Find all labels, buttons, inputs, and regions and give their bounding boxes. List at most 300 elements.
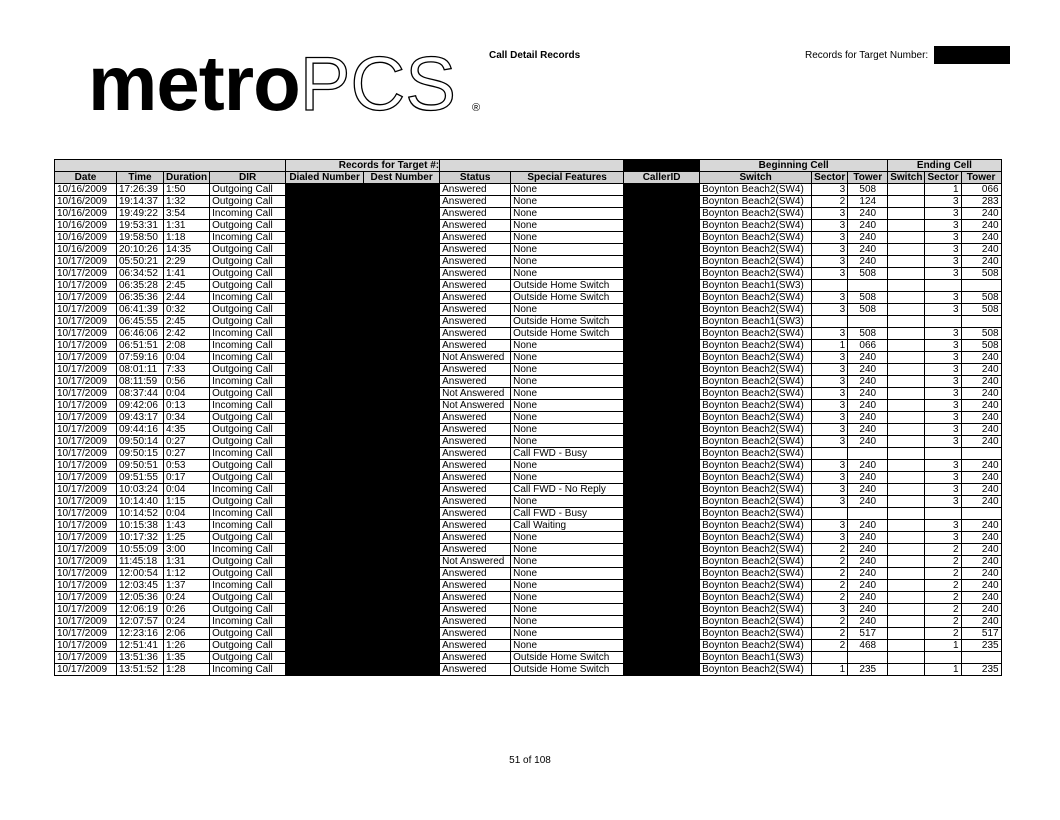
cell-begin-tower: 124 (848, 196, 888, 208)
cell-duration: 1:32 (164, 196, 210, 208)
records-for-target-header: Records for Target #: (286, 160, 440, 172)
cell-status: Answered (440, 304, 511, 316)
cell-dest-number-redacted (364, 436, 440, 448)
cell-dialed-number-redacted (286, 220, 364, 232)
cell-begin-sector: 2 (812, 628, 848, 640)
cell-dir: Outgoing Call (210, 304, 286, 316)
cell-date: 10/17/2009 (55, 652, 117, 664)
table-row (55, 184, 1002, 196)
cell-duration: 0:27 (164, 436, 210, 448)
cell-time: 06:45:55 (117, 316, 164, 328)
cell-duration: 1:43 (164, 520, 210, 532)
cell-special-features: None (511, 400, 624, 412)
cell-duration: 0:32 (164, 304, 210, 316)
cell-begin-sector: 1 (812, 664, 848, 676)
cell-begin-tower: 240 (848, 580, 888, 592)
cell-end-tower: 508 (961, 268, 1001, 280)
cell-end-tower: 240 (961, 472, 1001, 484)
cell-end-sector: 3 (925, 436, 961, 448)
cell-callerid-redacted (624, 244, 700, 256)
table-row (55, 568, 1002, 580)
cell-begin-sector (812, 508, 848, 520)
cell-callerid-redacted (624, 376, 700, 388)
cell-begin-tower: 240 (848, 232, 888, 244)
cell-end-switch (888, 496, 925, 508)
cell-dest-number-redacted (364, 280, 440, 292)
cell-begin-sector: 3 (812, 388, 848, 400)
cell-end-tower: 240 (961, 496, 1001, 508)
cell-end-switch (888, 484, 925, 496)
cell-end-switch (888, 412, 925, 424)
cell-status: Answered (440, 184, 511, 196)
cell-time: 12:05:36 (117, 592, 164, 604)
cell-special-features: Outside Home Switch (511, 280, 624, 292)
cell-end-sector (925, 280, 961, 292)
cell-time: 19:49:22 (117, 208, 164, 220)
cell-end-switch (888, 364, 925, 376)
cell-end-tower: 240 (961, 424, 1001, 436)
cell-end-tower: 508 (961, 340, 1001, 352)
col-dir: DIR (210, 172, 286, 184)
cell-duration: 0:04 (164, 352, 210, 364)
registered-mark: ® (472, 102, 481, 114)
cell-time: 09:42:06 (117, 400, 164, 412)
cell-end-switch (888, 220, 925, 232)
cell-end-tower: 240 (961, 256, 1001, 268)
table-row (55, 460, 1002, 472)
cell-begin-tower (848, 508, 888, 520)
cell-end-switch (888, 664, 925, 676)
cell-duration: 4:35 (164, 424, 210, 436)
cell-callerid-redacted (624, 556, 700, 568)
cell-end-sector: 3 (925, 400, 961, 412)
cell-dialed-number-redacted (286, 424, 364, 436)
col-begin-sector: Sector (812, 172, 848, 184)
cell-end-sector: 2 (925, 628, 961, 640)
cell-end-tower (961, 448, 1001, 460)
cell-special-features: None (511, 220, 624, 232)
col-end-sector: Sector (925, 172, 961, 184)
cell-date: 10/17/2009 (55, 328, 117, 340)
cell-time: 19:14:37 (117, 196, 164, 208)
cell-date: 10/17/2009 (55, 304, 117, 316)
cell-dest-number-redacted (364, 592, 440, 604)
cell-dest-number-redacted (364, 244, 440, 256)
cell-time: 19:58:50 (117, 232, 164, 244)
cell-dest-number-redacted (364, 316, 440, 328)
table-row (55, 244, 1002, 256)
cell-dest-number-redacted (364, 364, 440, 376)
cell-callerid-redacted (624, 496, 700, 508)
cell-duration: 0:04 (164, 508, 210, 520)
cell-time: 09:43:17 (117, 412, 164, 424)
cell-end-switch (888, 304, 925, 316)
cell-begin-sector: 2 (812, 556, 848, 568)
cell-callerid-redacted (624, 580, 700, 592)
cell-begin-sector: 2 (812, 544, 848, 556)
cell-begin-tower: 240 (848, 424, 888, 436)
cell-end-sector: 3 (925, 388, 961, 400)
col-begin-tower: Tower (848, 172, 888, 184)
cell-callerid-redacted (624, 436, 700, 448)
col-date: Date (55, 172, 117, 184)
cell-dir: Incoming Call (210, 520, 286, 532)
cell-dialed-number-redacted (286, 280, 364, 292)
cell-end-sector: 3 (925, 196, 961, 208)
cell-begin-sector: 3 (812, 436, 848, 448)
table-row (55, 196, 1002, 208)
cell-date: 10/17/2009 (55, 424, 117, 436)
cell-end-switch (888, 436, 925, 448)
cell-end-tower: 240 (961, 532, 1001, 544)
cell-callerid-redacted (624, 400, 700, 412)
cell-status: Answered (440, 532, 511, 544)
cell-callerid-redacted (624, 316, 700, 328)
table-row (55, 424, 1002, 436)
cell-date: 10/17/2009 (55, 472, 117, 484)
cell-special-features: None (511, 340, 624, 352)
cell-status: Answered (440, 292, 511, 304)
cell-end-sector (925, 508, 961, 520)
table-row (55, 220, 1002, 232)
cell-callerid-redacted (624, 640, 700, 652)
cell-time: 05:50:21 (117, 256, 164, 268)
cell-dest-number-redacted (364, 376, 440, 388)
cell-end-sector: 2 (925, 592, 961, 604)
cell-begin-sector (812, 448, 848, 460)
cell-begin-tower: 240 (848, 412, 888, 424)
cell-dest-number-redacted (364, 496, 440, 508)
cell-begin-sector: 3 (812, 400, 848, 412)
cell-begin-switch: Boynton Beach2(SW4) (700, 376, 812, 388)
cell-end-sector: 2 (925, 556, 961, 568)
cell-time: 09:51:55 (117, 472, 164, 484)
cell-dir: Outgoing Call (210, 244, 286, 256)
col-end-switch: Switch (888, 172, 925, 184)
cell-dir: Outgoing Call (210, 268, 286, 280)
cell-dialed-number-redacted (286, 376, 364, 388)
cell-special-features: None (511, 436, 624, 448)
cell-begin-switch: Boynton Beach2(SW4) (700, 448, 812, 460)
cell-end-switch (888, 256, 925, 268)
cell-duration: 3:54 (164, 208, 210, 220)
cell-end-tower: 235 (961, 640, 1001, 652)
cell-end-switch (888, 268, 925, 280)
cell-dest-number-redacted (364, 508, 440, 520)
table-row (55, 328, 1002, 340)
cell-date: 10/17/2009 (55, 640, 117, 652)
cell-end-switch (888, 376, 925, 388)
cell-dest-number-redacted (364, 556, 440, 568)
cell-status: Answered (440, 520, 511, 532)
cell-dest-number-redacted (364, 412, 440, 424)
cell-begin-tower: 508 (848, 292, 888, 304)
cell-end-tower: 517 (961, 628, 1001, 640)
cell-dialed-number-redacted (286, 196, 364, 208)
cell-end-sector: 3 (925, 472, 961, 484)
cell-begin-switch: Boynton Beach2(SW4) (700, 232, 812, 244)
cell-date: 10/17/2009 (55, 388, 117, 400)
cell-status: Answered (440, 232, 511, 244)
cell-time: 20:10:26 (117, 244, 164, 256)
cell-callerid-redacted (624, 664, 700, 676)
cell-callerid-redacted (624, 592, 700, 604)
cell-end-sector: 3 (925, 376, 961, 388)
cell-end-tower: 240 (961, 436, 1001, 448)
cell-dest-number-redacted (364, 568, 440, 580)
cell-dialed-number-redacted (286, 352, 364, 364)
cell-begin-tower: 508 (848, 184, 888, 196)
cell-begin-sector (812, 316, 848, 328)
cell-begin-sector: 3 (812, 412, 848, 424)
cell-dest-number-redacted (364, 604, 440, 616)
cell-dir: Outgoing Call (210, 472, 286, 484)
cell-duration: 2:45 (164, 280, 210, 292)
cell-date: 10/17/2009 (55, 568, 117, 580)
cell-end-tower: 240 (961, 592, 1001, 604)
cell-begin-tower: 240 (848, 532, 888, 544)
cell-dest-number-redacted (364, 460, 440, 472)
cell-callerid-redacted (624, 628, 700, 640)
cell-time: 08:01:11 (117, 364, 164, 376)
cell-special-features: None (511, 256, 624, 268)
cell-begin-tower (848, 280, 888, 292)
cell-end-tower: 240 (961, 580, 1001, 592)
cell-dir: Outgoing Call (210, 640, 286, 652)
cell-duration: 2:06 (164, 628, 210, 640)
cell-end-sector: 2 (925, 544, 961, 556)
cell-special-features: None (511, 472, 624, 484)
cell-begin-sector: 3 (812, 472, 848, 484)
cell-duration: 2:29 (164, 256, 210, 268)
cell-begin-switch: Boynton Beach2(SW4) (700, 436, 812, 448)
cell-begin-sector: 3 (812, 352, 848, 364)
cell-begin-sector: 3 (812, 232, 848, 244)
cell-status: Answered (440, 496, 511, 508)
cell-begin-tower: 240 (848, 436, 888, 448)
cell-begin-tower: 240 (848, 352, 888, 364)
cell-dialed-number-redacted (286, 640, 364, 652)
cell-special-features: None (511, 268, 624, 280)
cell-begin-tower (848, 316, 888, 328)
table-row (55, 508, 1002, 520)
cell-end-switch (888, 556, 925, 568)
cell-dialed-number-redacted (286, 532, 364, 544)
cell-begin-sector: 3 (812, 220, 848, 232)
cell-dialed-number-redacted (286, 412, 364, 424)
cell-time: 06:34:52 (117, 268, 164, 280)
cell-time: 10:17:32 (117, 532, 164, 544)
cell-dir: Incoming Call (210, 328, 286, 340)
cell-callerid-redacted (624, 340, 700, 352)
cell-end-tower: 235 (961, 664, 1001, 676)
table-row (55, 232, 1002, 244)
page-number: 51 of 108 (509, 755, 551, 766)
cell-callerid-redacted (624, 412, 700, 424)
cell-end-tower: 240 (961, 568, 1001, 580)
cell-callerid-redacted (624, 484, 700, 496)
cell-date: 10/17/2009 (55, 352, 117, 364)
cell-callerid-redacted (624, 424, 700, 436)
cell-dialed-number-redacted (286, 268, 364, 280)
cell-begin-tower: 240 (848, 208, 888, 220)
cell-duration: 0:53 (164, 460, 210, 472)
cell-end-sector: 3 (925, 484, 961, 496)
cell-dest-number-redacted (364, 628, 440, 640)
cell-end-sector: 3 (925, 304, 961, 316)
cell-end-sector (925, 448, 961, 460)
cell-dest-number-redacted (364, 256, 440, 268)
cell-begin-tower: 235 (848, 664, 888, 676)
cell-dest-number-redacted (364, 352, 440, 364)
cell-begin-switch: Boynton Beach2(SW4) (700, 292, 812, 304)
cell-duration: 0:26 (164, 604, 210, 616)
cell-dir: Outgoing Call (210, 628, 286, 640)
cell-begin-switch: Boynton Beach2(SW4) (700, 220, 812, 232)
cell-begin-sector: 2 (812, 580, 848, 592)
cell-end-switch (888, 424, 925, 436)
cell-special-features: None (511, 376, 624, 388)
cell-date: 10/16/2009 (55, 220, 117, 232)
cell-duration: 2:44 (164, 292, 210, 304)
redacted-callerid-header (624, 160, 700, 172)
group-header-blank (55, 160, 286, 172)
cell-begin-switch: Boynton Beach2(SW4) (700, 604, 812, 616)
cell-dest-number-redacted (364, 328, 440, 340)
cell-begin-sector: 1 (812, 340, 848, 352)
cell-end-tower: 240 (961, 400, 1001, 412)
cell-begin-switch: Boynton Beach2(SW4) (700, 484, 812, 496)
cell-date: 10/17/2009 (55, 292, 117, 304)
cell-time: 06:35:28 (117, 280, 164, 292)
cell-dialed-number-redacted (286, 364, 364, 376)
cell-end-switch (888, 592, 925, 604)
cell-special-features: Outside Home Switch (511, 292, 624, 304)
cell-end-switch (888, 568, 925, 580)
cell-date: 10/17/2009 (55, 508, 117, 520)
cell-begin-sector: 3 (812, 304, 848, 316)
logo-pcs-text: PCS (299, 42, 456, 127)
cell-end-switch (888, 520, 925, 532)
cell-date: 10/17/2009 (55, 256, 117, 268)
cell-end-switch (888, 628, 925, 640)
cell-time: 09:50:14 (117, 436, 164, 448)
cell-status: Not Answered (440, 556, 511, 568)
cell-dest-number-redacted (364, 400, 440, 412)
cell-status: Answered (440, 316, 511, 328)
cell-dir: Outgoing Call (210, 568, 286, 580)
cell-dest-number-redacted (364, 220, 440, 232)
cell-dest-number-redacted (364, 208, 440, 220)
cell-begin-sector: 2 (812, 592, 848, 604)
table-row (55, 256, 1002, 268)
cell-dir: Outgoing Call (210, 196, 286, 208)
cell-special-features: None (511, 388, 624, 400)
cell-end-sector: 2 (925, 616, 961, 628)
cell-dir: Outgoing Call (210, 388, 286, 400)
cell-dest-number-redacted (364, 292, 440, 304)
cell-begin-sector (812, 280, 848, 292)
cell-callerid-redacted (624, 616, 700, 628)
cell-date: 10/17/2009 (55, 484, 117, 496)
cell-dialed-number-redacted (286, 604, 364, 616)
cell-special-features: None (511, 196, 624, 208)
cell-dialed-number-redacted (286, 508, 364, 520)
cell-dialed-number-redacted (286, 544, 364, 556)
cell-begin-tower: 240 (848, 376, 888, 388)
col-duration: Duration (164, 172, 210, 184)
table-row (55, 412, 1002, 424)
cell-begin-switch: Boynton Beach2(SW4) (700, 544, 812, 556)
cell-begin-sector: 3 (812, 244, 848, 256)
cell-begin-sector (812, 652, 848, 664)
cell-status: Answered (440, 268, 511, 280)
table-row (55, 496, 1002, 508)
cell-callerid-redacted (624, 652, 700, 664)
cell-special-features: Outside Home Switch (511, 664, 624, 676)
cell-dir: Incoming Call (210, 400, 286, 412)
cell-end-tower: 240 (961, 556, 1001, 568)
cell-date: 10/17/2009 (55, 376, 117, 388)
cell-begin-switch: Boynton Beach2(SW4) (700, 184, 812, 196)
cell-end-switch (888, 508, 925, 520)
cell-begin-switch: Boynton Beach2(SW4) (700, 268, 812, 280)
cell-date: 10/17/2009 (55, 604, 117, 616)
cell-begin-switch: Boynton Beach2(SW4) (700, 328, 812, 340)
cell-status: Answered (440, 424, 511, 436)
cell-end-switch (888, 448, 925, 460)
table-row (55, 400, 1002, 412)
cell-end-sector: 2 (925, 568, 961, 580)
cell-begin-switch: Boynton Beach2(SW4) (700, 364, 812, 376)
cell-dir: Outgoing Call (210, 412, 286, 424)
cell-end-sector: 1 (925, 184, 961, 196)
cell-end-switch (888, 400, 925, 412)
cell-dialed-number-redacted (286, 556, 364, 568)
cell-end-switch (888, 328, 925, 340)
cell-begin-tower: 240 (848, 616, 888, 628)
cell-dest-number-redacted (364, 232, 440, 244)
col-end-tower: Tower (961, 172, 1001, 184)
cell-time: 12:23:16 (117, 628, 164, 640)
cell-dialed-number-redacted (286, 208, 364, 220)
cell-dialed-number-redacted (286, 304, 364, 316)
cell-dir: Outgoing Call (210, 532, 286, 544)
cell-dest-number-redacted (364, 184, 440, 196)
cell-date: 10/17/2009 (55, 544, 117, 556)
cell-callerid-redacted (624, 604, 700, 616)
table-row (55, 352, 1002, 364)
cell-callerid-redacted (624, 448, 700, 460)
column-header-row (55, 172, 1002, 184)
cell-dest-number-redacted (364, 472, 440, 484)
cell-end-switch (888, 652, 925, 664)
cell-dialed-number-redacted (286, 484, 364, 496)
cell-callerid-redacted (624, 304, 700, 316)
cell-begin-switch: Boynton Beach2(SW4) (700, 424, 812, 436)
cell-begin-tower (848, 652, 888, 664)
cell-end-sector: 3 (925, 424, 961, 436)
cell-date: 10/17/2009 (55, 460, 117, 472)
table-row (55, 556, 1002, 568)
cell-status: Answered (440, 244, 511, 256)
cell-begin-switch: Boynton Beach2(SW4) (700, 256, 812, 268)
cell-end-switch (888, 184, 925, 196)
cell-begin-sector: 2 (812, 196, 848, 208)
table-row (55, 316, 1002, 328)
cell-callerid-redacted (624, 508, 700, 520)
cell-duration: 14:35 (164, 244, 210, 256)
